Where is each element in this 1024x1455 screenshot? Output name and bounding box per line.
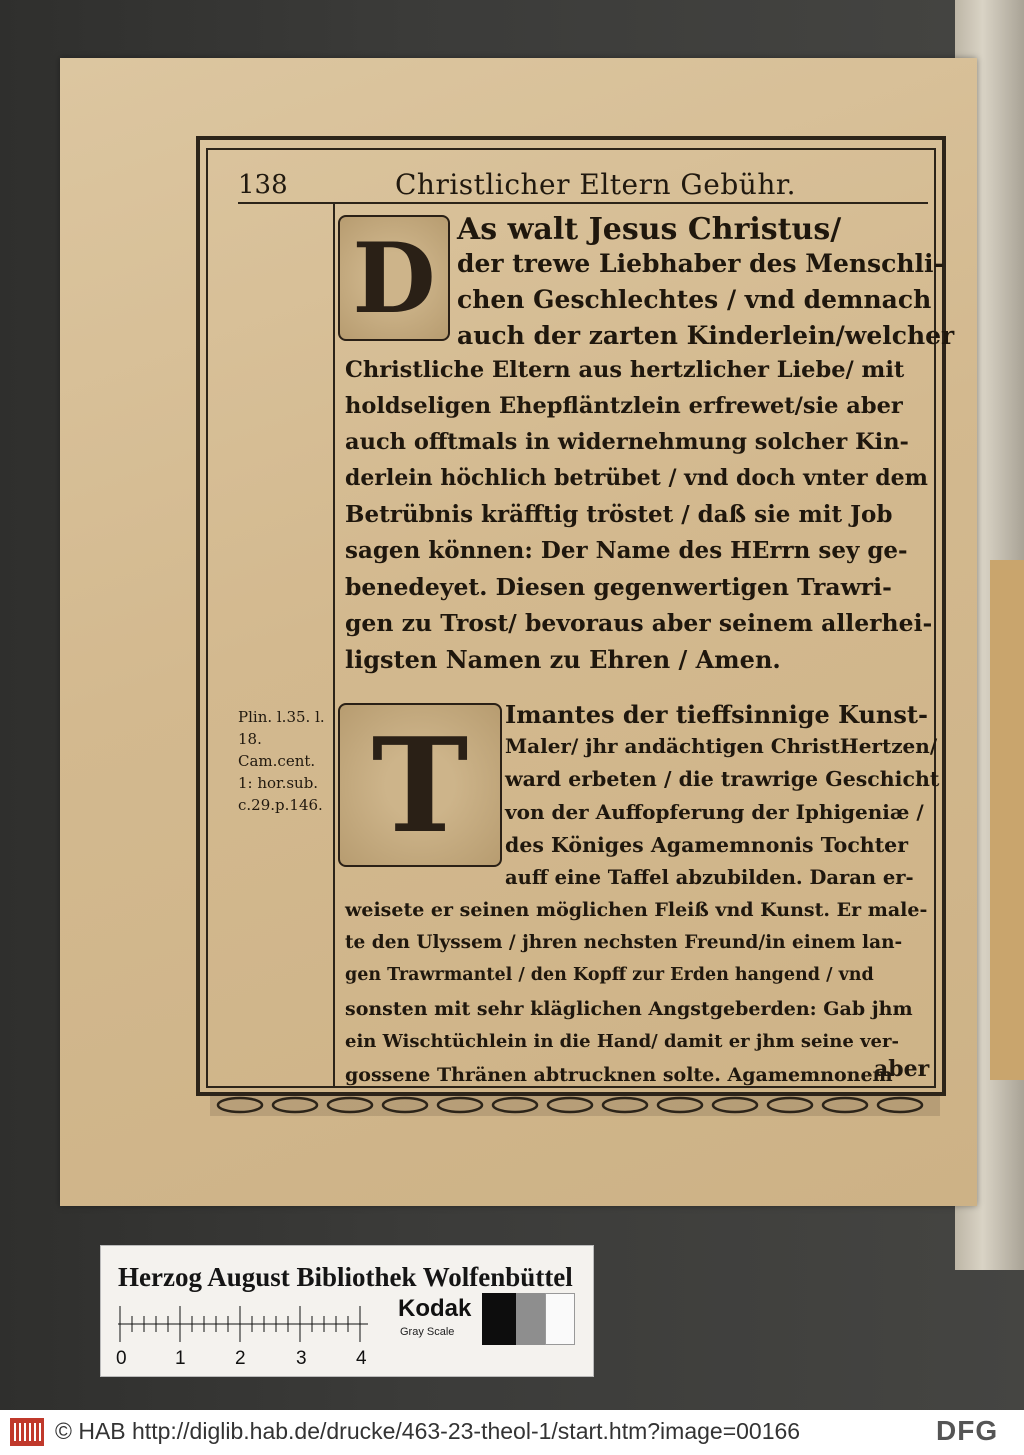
text-line: ein Wischtüchlein in die Hand/ damit er jhm seine ver- (345, 1031, 899, 1052)
dfg-logo: DFG (936, 1415, 999, 1446)
running-head: Christlicher Eltern Gebühr. (395, 168, 797, 201)
library-name: Herzog August Bibliothek Wolfenbüttel (118, 1262, 573, 1292)
text-line: von der Auffopferung der Iphigeniæ / (505, 800, 924, 824)
footer-link[interactable]: © HAB http://diglib.hab.de/drucke/463-23-theol-1/start.htm?image=00166 (55, 1418, 801, 1444)
ruler-digit: 0 (116, 1348, 127, 1369)
ruler-digit: 1 (175, 1348, 186, 1369)
marginal-note-line: Plin. l.35. l. (238, 708, 325, 726)
text-line: ligsten Namen zu Ehren / Amen. (345, 645, 781, 674)
text-line: auch der zarten Kinderlein/welcher (457, 321, 955, 350)
text-line: Imantes der tieffsinnige Kunst- (505, 700, 928, 729)
text-line: derlein höchlich betrübet / vnd doch vnter dem (345, 465, 928, 491)
gray-swatch-white (545, 1293, 575, 1345)
text-line: Betrübnis kräfftig tröstet / daß sie mit Job (345, 501, 893, 528)
ruler (118, 1304, 368, 1344)
text-line: gossene Thränen abtrucknen solte. Agamemnonem (345, 1064, 893, 1086)
marginal-note-line: Cam.cent. (238, 752, 316, 770)
ornament-band (210, 1092, 940, 1118)
ruler-digit: 2 (235, 1348, 246, 1369)
gray-swatch-black (482, 1293, 516, 1345)
text-line: weisete er seinen möglichen Fleiß vnd Kunst. Er male- (345, 899, 928, 921)
marginal-note-line: c.29.p.146. (238, 796, 323, 814)
catchword: aber (874, 1056, 930, 1082)
gray-scale-label: Gray Scale (400, 1326, 455, 1338)
text-line: gen Trawrmantel / den Kopff zur Erden hangend / vnd (345, 965, 874, 985)
text-line: te den Ulyssem / jhren nechsten Freund/in einem lan- (345, 932, 903, 953)
marginal-note-line: 18. (238, 730, 262, 748)
kodak-logo: Kodak (398, 1295, 472, 1322)
decorated-initial-t: T (338, 703, 502, 867)
gray-swatch-mid (516, 1293, 545, 1345)
ruler-digit: 3 (296, 1348, 307, 1369)
text-line: auff eine Taffel abzubilden. Daran er- (505, 866, 914, 889)
text-line: des Königes Agamemnonis Tochter (505, 833, 909, 857)
text-line: sonsten mit sehr kläglichen Angstgeberden: Gab jhm (345, 998, 913, 1020)
text-line: holdseligen Ehepfläntzlein erfrewet/sie aber (345, 393, 903, 419)
hab-logo-icon (10, 1418, 44, 1446)
text-line: gen zu Trost/ bevoraus aber seinem allerhei- (345, 609, 933, 637)
text-line: As walt Jesus Christus/ (457, 212, 842, 247)
adjacent-page-edge (990, 560, 1024, 1080)
header-rule (238, 202, 928, 204)
decorated-initial-d: D (338, 215, 450, 341)
marginal-note-line: 1: hor.sub. (238, 774, 319, 792)
marginal-note (238, 706, 333, 816)
text-line: Christliche Eltern aus hertzlicher Liebe/ mit (345, 357, 905, 383)
text-line: Maler/ jhr andächtigen ChristHertzen/ (505, 734, 938, 758)
text-line: auch offtmals in widernehmung solcher Kin- (345, 429, 909, 455)
ruler-digit: 4 (356, 1348, 367, 1369)
text-line: sagen können: Der Name des HErrn sey ge- (345, 537, 908, 564)
margin-rule (333, 204, 335, 1088)
text-line: der trewe Liebhaber des Menschli- (457, 249, 944, 278)
text-line: ward erbeten / die trawrige Geschicht (505, 767, 940, 791)
text-line: benedeyet. Diesen gegenwertigen Trawri- (345, 573, 892, 601)
page-number: 138 (238, 170, 288, 200)
text-line: chen Geschlechtes / vnd demnach (457, 285, 932, 314)
